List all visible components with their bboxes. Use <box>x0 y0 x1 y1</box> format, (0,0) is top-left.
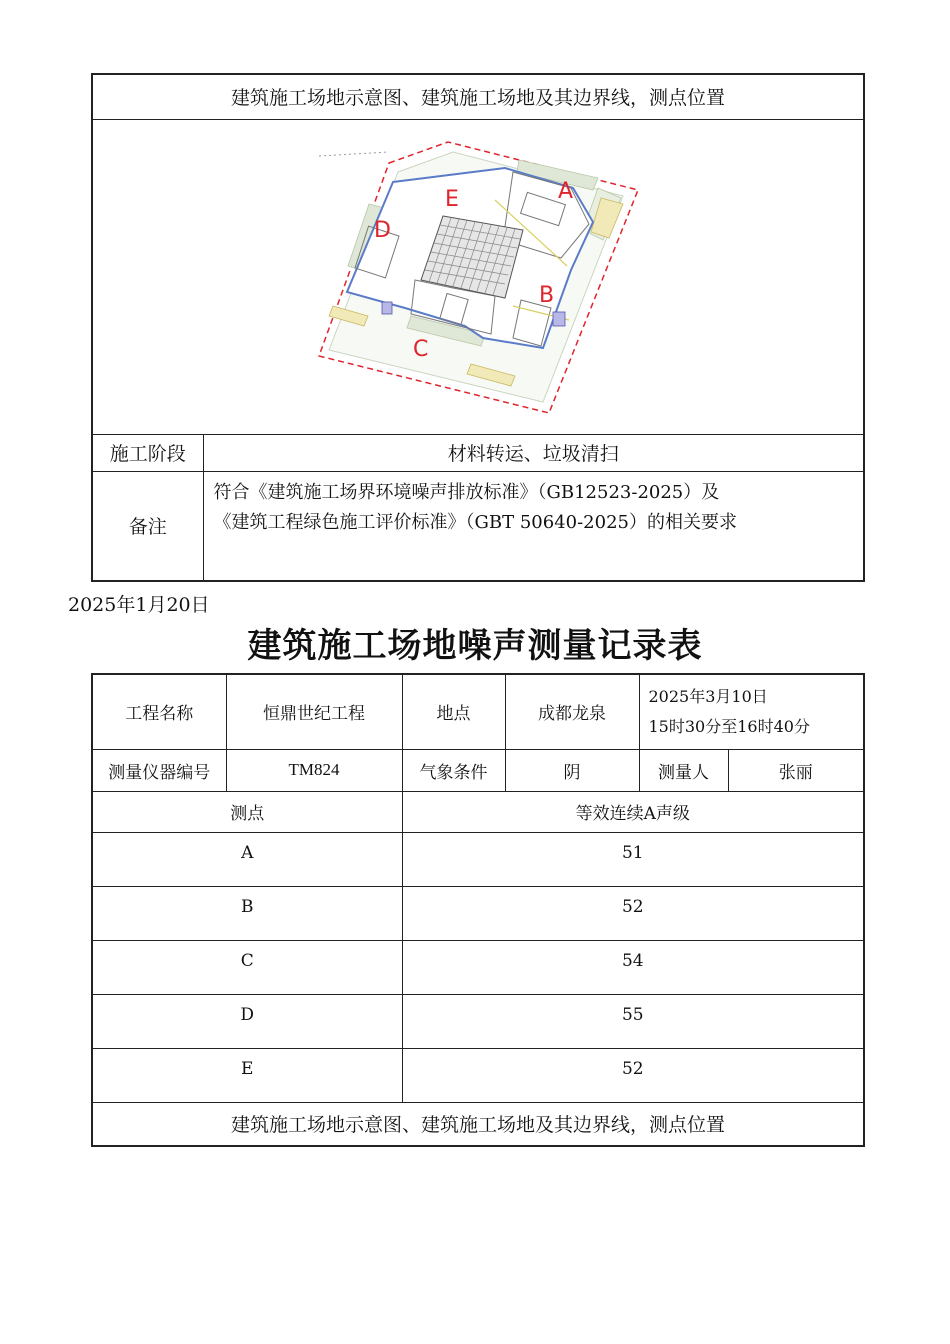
person-label: 测量人 <box>639 749 728 791</box>
stair-west <box>382 302 392 314</box>
point-label-b: B <box>539 283 555 308</box>
point-header: 测点 <box>92 791 402 832</box>
level-cell: 54 <box>402 940 864 994</box>
point-cell: C <box>92 940 402 994</box>
site-map-caption: 建筑施工场地示意图、建筑施工场地及其边界线，测点位置 <box>92 74 864 119</box>
point-label-a: A <box>558 179 574 204</box>
date-line: 2025年1月20日 <box>68 594 210 616</box>
point-cell: B <box>92 886 402 940</box>
remark-line-2: 《建筑工程绿色施工评价标准》（GBT 50640-2025）的相关要求 <box>213 511 737 533</box>
measure-datetime <box>639 674 864 749</box>
level-cell: 52 <box>402 886 864 940</box>
site-map-cell <box>92 119 864 434</box>
noise-record-table <box>91 673 865 1147</box>
remark-value <box>203 471 864 581</box>
project-label: 工程名称 <box>92 674 226 749</box>
point-cell: D <box>92 994 402 1048</box>
table-row <box>92 1048 864 1102</box>
stair-east <box>553 312 565 326</box>
person-value: 张丽 <box>728 749 864 791</box>
site-info-table <box>91 73 865 582</box>
stage-value: 材料转运、垃圾清扫 <box>203 434 864 471</box>
outer-dotted-line <box>319 152 389 156</box>
table-row <box>92 940 864 994</box>
table-row <box>92 832 864 886</box>
point-label-c: C <box>413 337 429 362</box>
instrument-value: TM824 <box>226 749 402 791</box>
page-title: 建筑施工场地噪声测量记录表 <box>247 626 703 666</box>
remark-line-1: 符合《建筑施工场界环境噪声排放标准》（GB12523-2025）及 <box>213 481 720 503</box>
measure-date: 2025年3月10日 <box>648 686 768 706</box>
instrument-label: 测量仪器编号 <box>92 749 226 791</box>
project-value: 恒鼎世纪工程 <box>226 674 402 749</box>
site-plan-diagram <box>93 120 863 433</box>
level-cell: 55 <box>402 994 864 1048</box>
table-row <box>92 886 864 940</box>
measure-time: 15时30分至16时40分 <box>648 716 810 736</box>
table-row <box>92 994 864 1048</box>
level-cell: 52 <box>402 1048 864 1102</box>
point-cell: E <box>92 1048 402 1102</box>
level-cell: 51 <box>402 832 864 886</box>
stage-label: 施工阶段 <box>92 434 203 471</box>
level-header: 等效连续A声级 <box>402 791 864 832</box>
point-label-d: D <box>374 218 391 243</box>
weather-label: 气象条件 <box>402 749 505 791</box>
footer-caption: 建筑施工场地示意图、建筑施工场地及其边界线，测点位置 <box>92 1102 864 1146</box>
location-label: 地点 <box>402 674 505 749</box>
location-value: 成都龙泉 <box>505 674 639 749</box>
point-cell: A <box>92 832 402 886</box>
weather-value: 阴 <box>505 749 639 791</box>
point-label-e: E <box>445 187 459 212</box>
remark-label: 备注 <box>92 471 203 581</box>
